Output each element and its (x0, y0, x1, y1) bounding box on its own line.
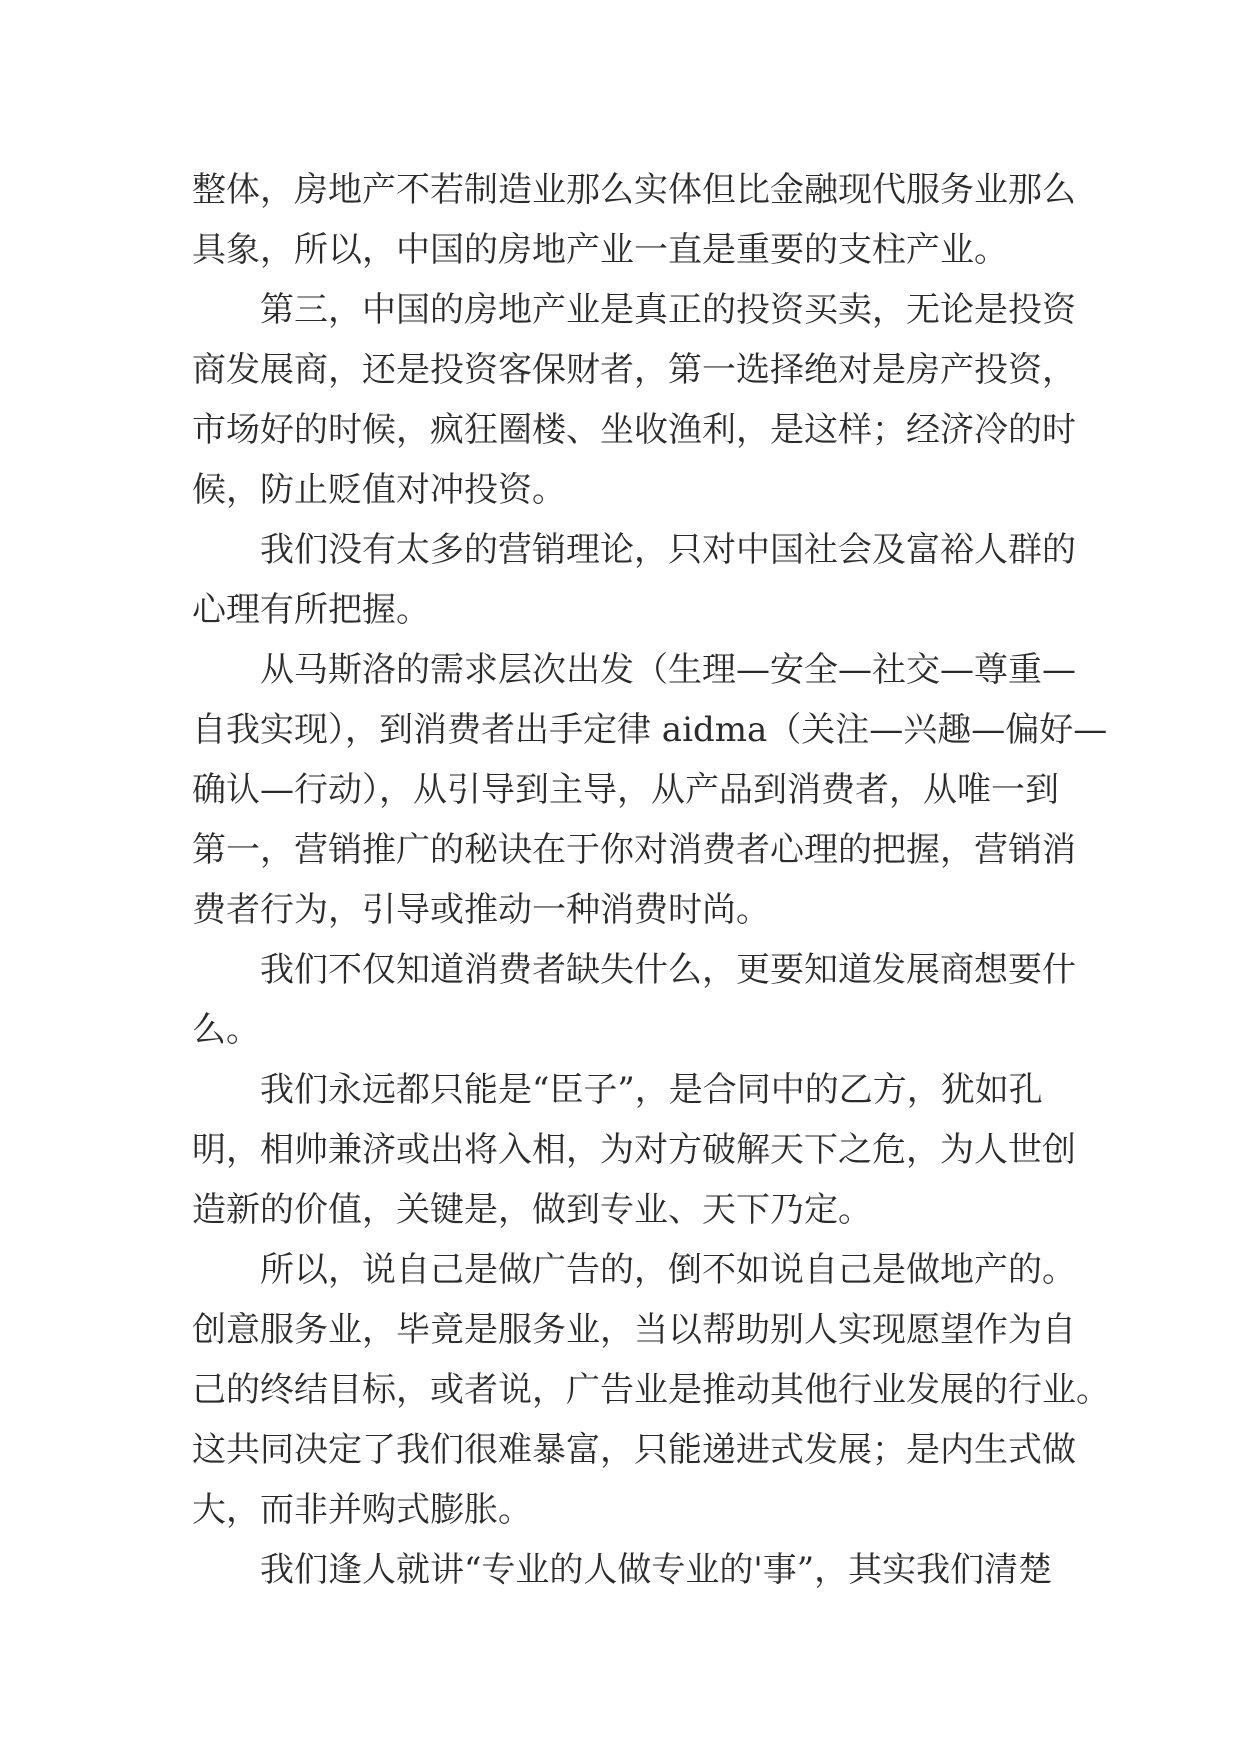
text-line: 确认—行动），从引导到主导，从产品到消费者，从唯一到 (192, 770, 1059, 810)
paragraph (192, 520, 1076, 640)
text-line: 这共同决定了我们很难暴富，只能递进式发展；是内生式做 (192, 1430, 1076, 1470)
text-line: 整体，房地产不若制造业那么实体但比金融现代服务业那么 (192, 170, 1076, 210)
text-line: 我们永远都只能是“臣子”，是合同中的乙方，犹如孔 (260, 1070, 1043, 1110)
paragraph (192, 1540, 1052, 1600)
text-line: 候，防止贬值对冲投资。 (192, 470, 566, 510)
text-line: 第一，营销推广的秘诀在于你对消费者心理的把握，营销消 (192, 830, 1076, 870)
text-line: 己的终结目标，或者说，广告业是推动其他行业发展的行业。 (192, 1370, 1110, 1410)
body-text (192, 160, 1110, 1600)
text-line: 明，相帅兼济或出将入相，为对方破解天下之危，为人世创 (192, 1130, 1076, 1170)
paragraph (192, 640, 1108, 940)
paragraph (192, 1060, 1076, 1240)
text-line: 造新的价值，关键是，做到专业、天下乃定。 (192, 1190, 872, 1230)
text-line: 大，而非并购式膨胀。 (192, 1490, 532, 1530)
text-line: 所以，说自己是做广告的，倒不如说自己是做地产的。 (260, 1250, 1076, 1290)
text-line: 我们逢人就讲“专业的人做专业的'事”，其实我们清楚 (260, 1550, 1053, 1590)
text-line: 我们没有太多的营销理论，只对中国社会及富裕人群的 (260, 530, 1076, 570)
text-line: 第三，中国的房地产业是真正的投资买卖，无论是投资 (260, 290, 1076, 330)
text-line: 费者行为，引导或推动一种消费时尚。 (192, 890, 770, 930)
paragraph (192, 280, 1076, 520)
text-line: 商发展商，还是投资客保财者，第一选择绝对是房产投资， (192, 350, 1076, 390)
text-line: 创意服务业，毕竟是服务业，当以帮助别人实现愿望作为自 (192, 1310, 1076, 1350)
text-line: 心理有所把握。 (192, 590, 430, 630)
text-line: 市场好的时候，疯狂圈楼、坐收渔利，是这样；经济冷的时 (192, 410, 1076, 450)
paragraph (192, 1240, 1110, 1540)
text-line: 么。 (192, 1010, 260, 1050)
text-line: 我们不仅知道消费者缺失什么，更要知道发展商想要什 (260, 950, 1076, 990)
text-line: 自我实现），到消费者出手定律 aidma（关注—兴趣—偏好— (192, 710, 1108, 750)
text-line: 具象，所以，中国的房地产业一直是重要的支柱产业。 (192, 230, 1008, 270)
paragraph (192, 940, 1076, 1060)
paragraph (192, 160, 1076, 280)
text-line: 从马斯洛的需求层次出发（生理—安全—社交—尊重— (260, 650, 1076, 690)
